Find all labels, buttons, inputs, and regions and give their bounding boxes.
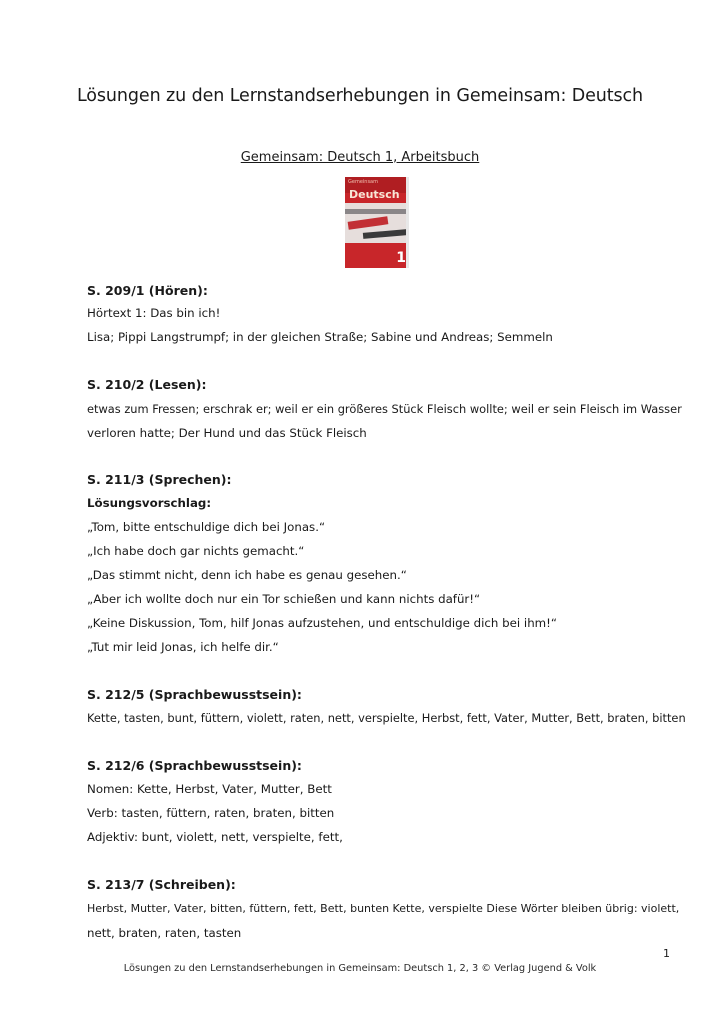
cover-photo — [345, 203, 409, 243]
page-footer: Lösungen zu den Lernstandserhebungen in Gemeinsam: Deutsch 1, 2, 3 © Verlag Jugend & Volk — [123, 963, 597, 974]
page-number: 1 — [663, 947, 670, 960]
document-title: Lösungen zu den Lernstandserhebungen in Gemeinsam: Deutsch — [76, 86, 644, 106]
section-line: Hörtext 1: Das bin ich! — [87, 306, 221, 320]
section-heading: S. 211/3 (Sprechen): — [87, 472, 232, 487]
section-line: „Aber ich wollte doch nur ein Tor schießen und kann nichts dafür!“ — [87, 592, 481, 606]
section-line: etwas zum Fressen; erschrak er; weil er ein größeres Stück Fleisch wollte; weil er sein Fleisch im Wasser — [87, 402, 682, 416]
section-heading: S. 212/5 (Sprachbewusstsein): — [87, 687, 302, 702]
section-line: verloren hatte; Der Hund und das Stück Fleisch — [87, 426, 367, 440]
section-heading: S. 210/2 (Lesen): — [87, 377, 207, 392]
cover-photo-strip — [363, 229, 407, 239]
document-subtitle: Gemeinsam: Deutsch 1, Arbeitsbuch — [240, 150, 480, 165]
book-cover-image — [345, 177, 409, 268]
section-line: „Ich habe doch gar nichts gemacht.“ — [87, 544, 305, 558]
section-line: Nomen: Kette, Herbst, Vater, Mutter, Bett — [87, 782, 332, 796]
section-heading: S. 212/6 (Sprachbewusstsein): — [87, 758, 302, 773]
section-line: „Tut mir leid Jonas, ich helfe dir.“ — [87, 640, 279, 654]
section-line: „Tom, bitte entschuldige dich bei Jonas.“ — [87, 520, 326, 534]
section-line: Kette, tasten, bunt, füttern, violett, raten, nett, verspielte, Herbst, fett, Vater, Mutter, Bett, braten, bitten — [87, 711, 686, 725]
section-line: Herbst, Mutter, Vater, bitten, füttern, fett, Bett, bunten Kette, verspielte Diese Wörter bleiben übrig: violett, — [87, 902, 680, 915]
section-line: „Keine Diskussion, Tom, hilf Jonas aufzustehen, und entschuldige dich bei ihm!“ — [87, 616, 558, 630]
section-sublabel: Lösungsvorschlag: — [87, 496, 212, 510]
section-heading: S. 209/1 (Hören): — [87, 283, 208, 298]
section-line: Lisa; Pippi Langstrumpf; in der gleichen Straße; Sabine und Andreas; Semmeln — [87, 330, 553, 344]
section-line: „Das stimmt nicht, denn ich habe es genau gesehen.“ — [87, 568, 407, 582]
section-line: nett, braten, raten, tasten — [87, 926, 242, 940]
cover-series-text: Gemeinsam — [348, 179, 378, 185]
section-line: Adjektiv: bunt, violett, nett, verspielte, fett, — [87, 830, 343, 844]
cover-page-edge — [406, 177, 409, 268]
cover-title-text: Deutsch — [349, 188, 400, 201]
section-heading: S. 213/7 (Schreiben): — [87, 877, 236, 892]
cover-photo-strip — [345, 209, 409, 214]
cover-photo-strip — [348, 216, 389, 229]
cover-volume-number: 1 — [396, 250, 406, 266]
section-line: Verb: tasten, füttern, raten, braten, bitten — [87, 806, 335, 820]
